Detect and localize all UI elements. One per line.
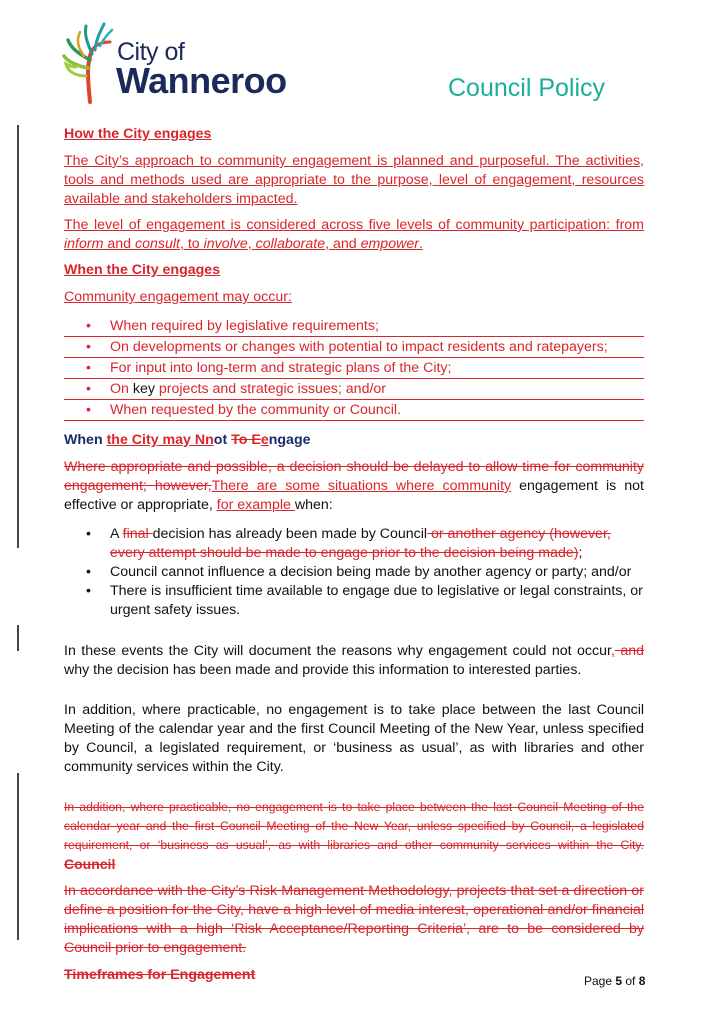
paragraph-levels [64,216,644,254]
deleted-text: or another agency (however, every attempt should be made to engage prior to the decision being made) [110,526,611,561]
deleted-paragraph-risk-management: In accordance with the City’s Risk Management Methodology, projects that set a direction or define a position for the City, have a high level of media interest, operational and/or financial implications with a high ‘Risk Acceptance/Reporting Criteria’, are to be considered by Council prior to engagement. [64,883,644,956]
document-body [64,125,644,993]
list-item [64,359,644,379]
deleted-text: In addition, where practicable, no engagement is to take place between the last Council Meeting of the calendar year and the first Council Meeting of the New Year, unless specified by Council, a legislated requirement, or ‘business as usual’, as with libraries and other community services within the City. [64,800,644,852]
text: engagement is not effective or appropriate, [64,478,644,513]
deleted-text: Where appropriate and possible, a decision should be delayed to allow time for community engagement; however, [64,459,644,494]
text: A [110,526,123,542]
list-item [64,563,644,582]
term-collaborate: collaborate [255,236,326,252]
term-empower: empower [360,236,419,252]
inserted-text: There are some situations where community [211,478,512,494]
city-of-wanneroo-logo [62,20,302,105]
spacer [64,784,644,798]
bullet-icon: • [86,318,91,334]
paragraph-may-occur [64,288,644,307]
text: ; [578,545,583,561]
deleted-text: Council [64,856,116,872]
list-item-text: On [110,381,133,397]
engagement-occasions-list [64,317,644,421]
list-item-text: On developments or changes with potential to impact residents and ratepayers; [110,339,608,355]
text: why the decision has been made and provide this information to interested parties. [64,662,582,678]
text: . [418,236,423,252]
text: of [622,974,639,988]
logo-text-city-of: City of [117,38,185,66]
text: , to [179,236,204,252]
not-engage-conditions-list [64,525,644,620]
list-item-text: projects and strategic issues; and/or [154,381,387,397]
paragraph-holiday-period: In addition, where practicable, no engagement is to take place between the last Council Meeting of the calendar year and the first Council Meeting of the New Year, unless specified by Council, a legislated requirement, or ‘business as usual’, as with libraries and other community services within the City. [64,702,644,775]
inserted-word-key: key [132,381,155,397]
text: The level of engagement is considered across five levels of community participation: from [64,217,644,233]
paragraph-approach: The City’s approach to community engagement is planned and purposeful. The activities, tools and methods used are appropriate to the purpose, level of engagement, resources available and stakeholders impacted. [64,153,644,207]
change-bar [17,125,19,548]
term-inform: inform [64,236,104,252]
deleted-text: final [122,526,153,542]
kangaroo-paw-icon [62,20,122,105]
list-item-text: When requested by the community or Council. [110,402,401,418]
bullet-icon: • [86,402,91,418]
text: ngage [268,432,311,448]
text: When [64,432,107,448]
list-item [64,317,644,337]
text: ot [213,432,232,448]
text: decision has already been made by Council [152,526,428,542]
bullet-icon: • [86,360,91,376]
bullet-icon: • [86,583,91,599]
inserted-text: for example [216,497,295,513]
total-pages: 8 [638,974,646,988]
term-consult: consult [134,236,180,252]
list-item-text: For input into long-term and strategic plans of the City; [110,360,452,376]
spacer [64,628,644,642]
deleted-paragraph-holiday-period [64,798,644,875]
current-page: 5 [615,974,623,988]
list-item [64,338,644,358]
bullet-icon: • [86,339,91,355]
list-item-text: There is insufficient time available to engage due to legislative or legal constraints, or urgent safety issues. [110,583,643,618]
change-bar [17,773,19,940]
heading-when-not-engage [64,431,644,450]
term-involve: involve [203,236,248,252]
bullet-icon: • [86,564,91,580]
text: In these events the City will document the reasons why engagement could not occur [64,643,611,659]
list-item [64,380,644,400]
deleted-text: and [614,643,644,659]
inserted-text: e [260,432,269,448]
paragraph-situations [64,458,644,515]
text: , and [325,236,361,252]
inserted-text: , [610,643,615,659]
inserted-text: the City may N [106,432,206,448]
list-item [64,525,644,563]
text: and [103,236,135,252]
text: Community engagement may occur: [64,289,292,305]
text: Page [584,974,616,988]
page-number [584,974,645,988]
heading-how-the-city-engages: How the City engages [64,126,212,142]
bullet-icon: • [86,526,91,542]
list-item-text: When required by legislative requirements; [110,318,379,334]
heading-when-the-city-engages: When the City engages [64,262,221,278]
text: , [247,236,256,252]
change-bar [17,625,19,651]
bullet-icon: • [86,381,91,397]
document-type-title: Council Policy [448,74,606,102]
text: when: [294,497,333,513]
list-item [64,582,644,620]
deleted-text: To E [231,432,261,448]
spacer [64,687,644,701]
list-item-text: Council cannot influence a decision being made by another agency or party; and/or [110,564,632,580]
logo-text-wanneroo: Wanneroo [116,60,287,101]
inserted-text: n [205,432,214,448]
list-item [64,401,644,421]
deleted-heading-timeframes: Timeframes for Engagement [64,967,256,983]
paragraph-document-reasons [64,642,644,680]
